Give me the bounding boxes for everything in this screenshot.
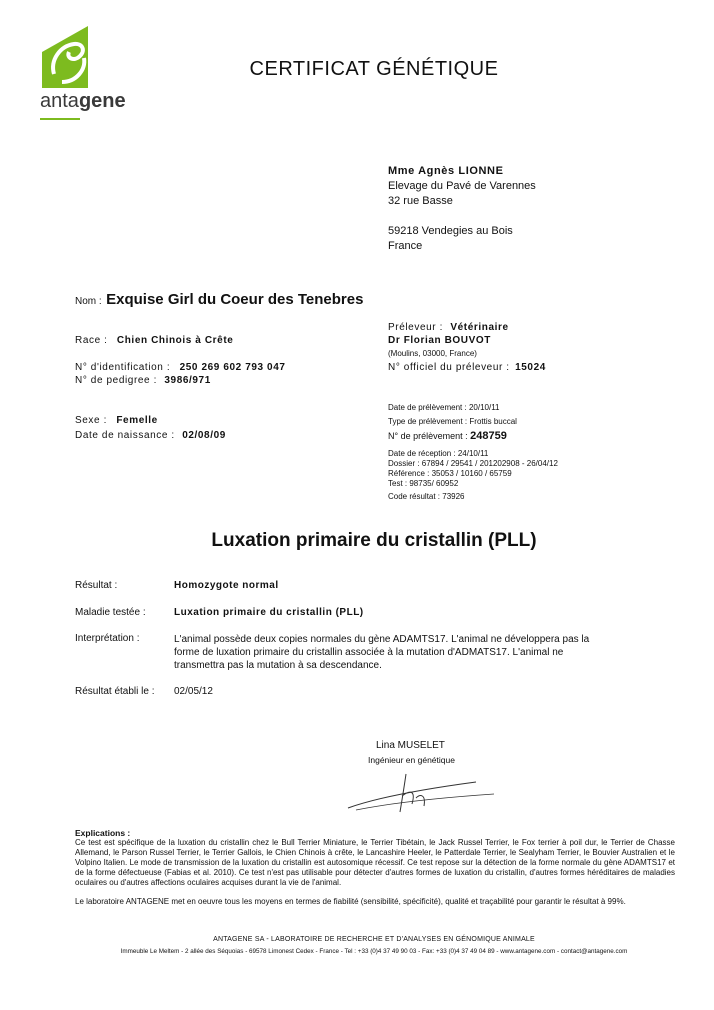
naissance-value: 02/08/09 [182, 430, 226, 441]
naissance-label: Date de naissance : [75, 430, 175, 441]
test-info: Test : 98735/ 60952 [388, 479, 459, 488]
footer-contact: Immeuble Le Meltem - 2 allée des Séquoias - 69578 Limonest Cedex - France - Tel : +33 (0)4 37 49 90 03 - Fax: +33 (0)4 37 49 04 89 - www.antagene.com - contact@antagene.com [120, 948, 628, 955]
etabli-value: 02/05/12 [174, 686, 213, 697]
interpretation-text [174, 633, 634, 672]
sexe-value: Femelle [116, 415, 158, 426]
preleveur-row [388, 322, 509, 333]
preleveur-label: Préleveur : [388, 322, 443, 333]
id-value: 250 269 602 793 047 [179, 362, 286, 373]
handwritten-signature [346, 768, 496, 818]
officiel-row [388, 362, 546, 373]
interpretation-line: transmettra pas la mutation à sa descendance. [174, 660, 382, 671]
interpretation-line: forme de luxation primaire du cristallin associée à la mutation d'ADMATS17. L'animal ne [174, 647, 564, 658]
resultat-value: Homozygote normal [174, 580, 279, 591]
preleveur-type: Vétérinaire [450, 322, 509, 333]
interpretation-label: Interprétation : [75, 633, 140, 644]
sexe-row [75, 415, 158, 426]
signatory-title: Ingénieur en génétique [368, 755, 455, 765]
explanations-title: Explications : [75, 828, 131, 838]
explanations-para1: Ce test est spécifique de la luxation du cristallin chez le Bull Terrier Miniature, le Terrier Tibétain, le Jack Russel Terrier, le Fox terrier à poil dur, le Terrier de Chasse Allemand, le Parson Russel Terrier, le Terrier Gallois, le Chien Chinois à crête, le Lancashire Heeler, le Patterdale Terrier, le Sealyham Terrier, le Bouvier Australien et le Volpino Italien. Le mode de transmission de la luxation du cristallin est autosomique récessif. Ce test repose sur la détection de la forme normale du gène ADAMTS17 et de la forme défectueuse (Fabias et al. 2010). Ce test n'est pas utilisable pour détecter d'autres formes de luxation du cristallin, d'autres formes héréditaires de maladies oculaires ou d'autres affections oculaires acquises durant la vie de l'animal. [75, 838, 675, 887]
interpretation-line: L'animal possède deux copies normales du gène ADAMTS17. L'animal ne développera pas la [174, 634, 590, 645]
code-resultat: Code résultat : 73926 [388, 492, 465, 501]
owner-address [388, 164, 536, 254]
nom-label: Nom : [75, 296, 102, 307]
page-title: CERTIFICAT GÉNÉTIQUE [249, 58, 499, 80]
explanations-para2: Le laboratoire ANTAGENE met en oeuvre tous les moyens en termes de fiabilité (sensibilité, spécificité), qualité et traçabilité pour garantir le résultat à 99%. [75, 897, 626, 906]
resultat-label: Résultat : [75, 580, 118, 591]
naissance-row [75, 430, 226, 441]
address-line: Elevage du Pavé de Varennes [388, 180, 536, 192]
pedigree-row [75, 375, 211, 386]
reference-info: Référence : 35053 / 10160 / 65759 [388, 469, 512, 478]
id-label: N° d'identification : [75, 362, 171, 373]
race-value: Chien Chinois à Crête [116, 335, 234, 346]
type-prelevement: Type de prélèvement : Frottis buccal [388, 417, 517, 426]
animal-name-row [75, 291, 363, 309]
address-line: 59218 Vendegies au Bois [388, 225, 513, 237]
owner-name: Mme Agnès LIONNE [388, 165, 504, 177]
officiel-label: N° officiel du préleveur : [388, 362, 510, 373]
etabli-label: Résultat établi le : [75, 686, 155, 697]
preleveur-location: (Moulins, 03000, France) [388, 349, 477, 358]
signatory-name: Lina MUSELET [376, 740, 445, 751]
footer-company: ANTAGENE SA - LABORATOIRE DE RECHERCHE ET D'ANALYSES EN GÉNOMIQUE ANIMALE [213, 936, 535, 943]
race-label: Race : [75, 335, 108, 346]
animal-name: Exquise Girl du Coeur des Tenebres [106, 291, 364, 308]
pedigree-label: N° de pedigree : [75, 375, 157, 386]
logo-wordmark: antagene [40, 90, 126, 112]
maladie-value: Luxation primaire du cristallin (PLL) [174, 607, 364, 618]
pedigree-value: 3986/971 [164, 375, 211, 386]
date-prelevement: Date de prélèvement : 20/10/11 [388, 403, 500, 412]
explanations [75, 828, 675, 907]
test-title: Luxation primaire du cristallin (PLL) [211, 530, 537, 551]
logo-underline [40, 118, 80, 120]
address-line: 32 rue Basse [388, 195, 453, 207]
preleveur-name: Dr Florian BOUVOT [388, 335, 491, 346]
reception-date: Date de réception : 24/10/11 [388, 449, 489, 458]
sexe-label: Sexe : [75, 415, 107, 426]
reception-info [388, 449, 558, 502]
race-row [75, 335, 233, 346]
officiel-value: 15024 [515, 362, 546, 373]
maladie-label: Maladie testée : [75, 607, 146, 618]
id-row [75, 362, 286, 373]
address-line: France [388, 240, 423, 252]
num-prelevement: N° de prélèvement : 248759 [388, 430, 507, 442]
dossier-info: Dossier : 67894 / 29541 / 201202908 - 26/04/12 [388, 459, 558, 468]
